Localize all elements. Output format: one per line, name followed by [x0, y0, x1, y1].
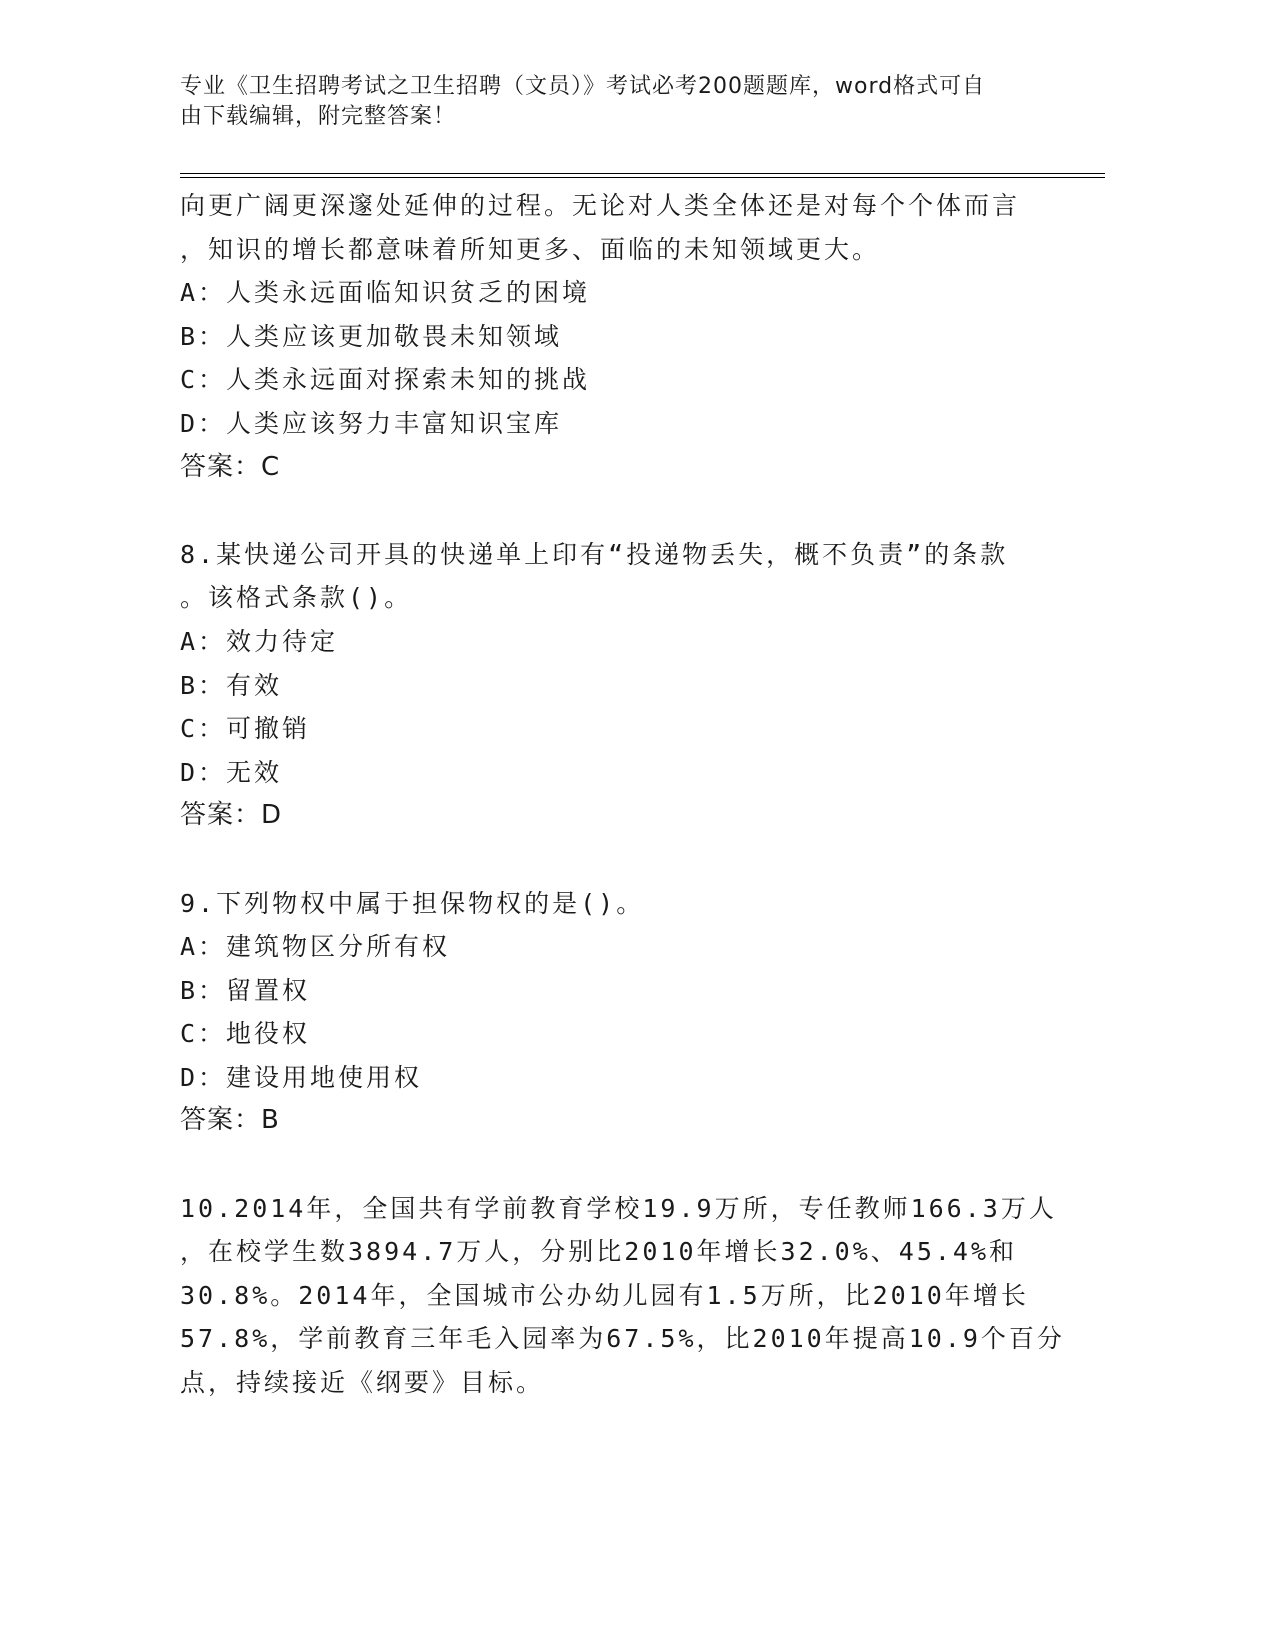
question-stem-line: 点，持续接近《纲要》目标。	[180, 1368, 545, 1398]
question-stem-line: ，在校学生数3894.7万人，分别比2010年增长32.0%、45.4%和	[180, 1237, 1018, 1267]
option-a: A：建筑物区分所有权	[180, 932, 451, 962]
header-line-1: 专业《卫生招聘考试之卫生招聘（文员）》考试必考200题题库，word格式可自	[180, 74, 986, 99]
answer: 答案：D	[180, 800, 283, 831]
answer: 答案：C	[180, 451, 281, 482]
option-d: D：无效	[180, 757, 283, 787]
option-a: A：效力待定	[180, 626, 339, 656]
question-10	[180, 1187, 1065, 1405]
spacer	[180, 838, 1040, 882]
option-d: D：人类应该努力丰富知识宝库	[180, 408, 563, 438]
option-d: D：建设用地使用权	[180, 1062, 423, 1092]
question-7	[180, 184, 1040, 489]
option-c: C：地役权	[180, 1019, 311, 1049]
question-stem-line: 57.8%，学前教育三年毛入园率为67.5%，比2010年提高10.9个百分	[180, 1324, 1065, 1354]
spacer	[180, 489, 1040, 533]
question-9	[180, 882, 1040, 1144]
document-header	[180, 72, 1040, 132]
question-stem-line: 9.下列物权中属于担保物权的是()。	[180, 888, 645, 918]
document-body	[180, 184, 1065, 1405]
question-stem-line: ，知识的增长都意味着所知更多、面临的未知领域更大。	[180, 234, 881, 264]
question-stem-line: 30.8%。2014年，全国城市公办幼儿园有1.5万所，比2010年增长	[180, 1280, 1029, 1310]
question-stem-line: 10.2014年，全国共有学前教育学校19.9万所，专任教师166.3万人	[180, 1193, 1057, 1223]
option-c: C：人类永远面对探索未知的挑战	[180, 365, 591, 395]
option-a: A：人类永远面临知识贫乏的困境	[180, 278, 591, 308]
answer: 答案：B	[180, 1105, 280, 1136]
header-line-2: 由下载编辑，附完整答案！	[180, 104, 457, 129]
option-b: B：人类应该更加敬畏未知领域	[180, 321, 563, 351]
question-stem-line: 8.某快递公司开具的快递单上印有“投递物丢失，概不负责”的条款	[180, 539, 1009, 569]
header-rule-top	[180, 173, 1105, 174]
question-stem-line: 。该格式条款()。	[180, 583, 413, 613]
spacer	[180, 1143, 1040, 1187]
question-8	[180, 533, 1040, 838]
option-b: B：有效	[180, 670, 283, 700]
option-b: B：留置权	[180, 975, 311, 1005]
question-stem-line: 向更广阔更深邃处延伸的过程。无论对人类全体还是对每个个体而言	[180, 191, 1021, 220]
option-c: C：可撤销	[180, 714, 311, 744]
header-rule-bottom	[180, 177, 1105, 178]
